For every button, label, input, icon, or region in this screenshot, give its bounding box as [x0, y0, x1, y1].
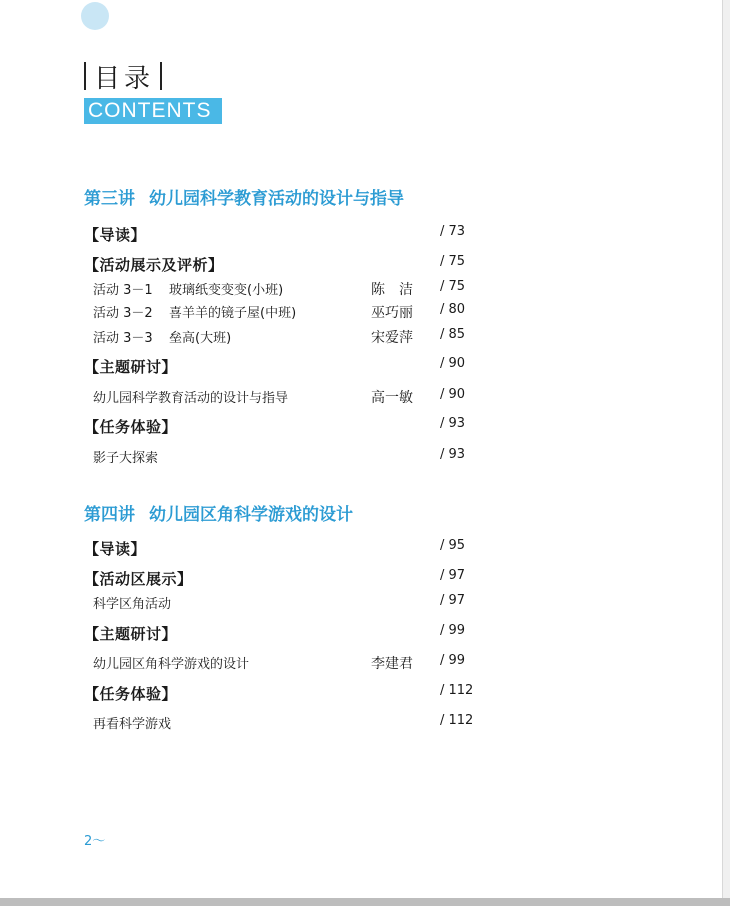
page-ref: / 75 [440, 254, 466, 269]
page-ref: / 97 [440, 593, 466, 608]
page-ref: / 73 [440, 224, 466, 239]
page-title: 目录 [94, 63, 155, 94]
item-title: 再看科学游戏 [93, 717, 172, 732]
section-label: 【导读】 [84, 226, 147, 244]
toc-section-row[interactable] [0, 254, 730, 276]
page-ref: / 112 [440, 683, 474, 698]
page-ref: / 95 [440, 538, 466, 553]
page-ref: / 112 [440, 713, 474, 728]
section-label: 【活动区展示】 [84, 570, 193, 588]
toc-item-row[interactable] [0, 447, 730, 469]
toc-item-row[interactable] [0, 279, 730, 301]
toc-section-row[interactable] [0, 356, 730, 378]
lecture-number: 第四讲 [84, 505, 135, 525]
item-title: 垒高(大班) [169, 331, 232, 346]
page-ref: / 85 [440, 327, 466, 342]
item-title: 玻璃纸变变变(小班) [169, 283, 284, 298]
item-title: 影子大探索 [93, 451, 159, 466]
page-ref: / 80 [440, 302, 466, 317]
toc-section-row[interactable] [0, 568, 730, 590]
item-title: 科学区角活动 [93, 597, 172, 612]
section-label: 【任务体验】 [84, 685, 178, 703]
toc-section-row[interactable] [0, 416, 730, 438]
item-label [93, 302, 296, 321]
lecture-heading [84, 500, 353, 525]
page-ref: / 90 [440, 387, 466, 402]
activity-number: 活动 3－3 [93, 331, 153, 346]
activity-number: 活动 3－2 [93, 306, 153, 321]
toc-item-row[interactable] [0, 653, 730, 675]
item-author: 陈 洁 [371, 282, 413, 298]
toc-section-row[interactable] [0, 538, 730, 560]
toc-heading [84, 58, 162, 94]
heading-bar-right [160, 62, 162, 90]
section-label: 【活动展示及评析】 [84, 256, 224, 274]
toc-item-row[interactable] [0, 302, 730, 324]
page-ref: / 75 [440, 279, 466, 294]
section-label: 【主题研讨】 [84, 358, 178, 376]
lecture-number: 第三讲 [84, 189, 135, 209]
item-author: 宋爱萍 [371, 330, 413, 346]
page-ref: / 93 [440, 447, 466, 462]
item-title: 幼儿园区角科学游戏的设计 [93, 657, 250, 672]
toc-section-row[interactable] [0, 623, 730, 645]
item-label [93, 327, 231, 346]
page-ref: / 99 [440, 653, 466, 668]
item-title: 喜羊羊的镜子屋(中班) [169, 306, 297, 321]
toc-section-row[interactable] [0, 683, 730, 705]
page-ref: / 99 [440, 623, 466, 638]
page-ref: / 93 [440, 416, 466, 431]
lecture-heading [84, 184, 404, 209]
toc-item-row[interactable] [0, 387, 730, 409]
section-label: 【任务体验】 [84, 418, 178, 436]
item-author: 高一敏 [371, 390, 413, 406]
toc-item-row[interactable] [0, 327, 730, 349]
lecture-title: 幼儿园科学教育活动的设计与指导 [149, 189, 404, 209]
activity-number: 活动 3－1 [93, 283, 153, 298]
item-author: 巫巧丽 [371, 305, 413, 321]
page-ref: / 90 [440, 356, 466, 371]
decorative-circle-icon [81, 2, 109, 30]
page-number: 2～ [84, 834, 106, 849]
heading-bar-left [84, 62, 86, 90]
item-author: 李建君 [371, 656, 413, 672]
page-ref: / 97 [440, 568, 466, 583]
section-label: 【导读】 [84, 540, 147, 558]
lecture-title: 幼儿园区角科学游戏的设计 [149, 505, 353, 525]
contents-banner: CONTENTS [84, 98, 222, 124]
toc-section-row[interactable] [0, 224, 730, 246]
section-label: 【主题研讨】 [84, 625, 178, 643]
toc-item-row[interactable] [0, 593, 730, 615]
toc-item-row[interactable] [0, 713, 730, 735]
item-title: 幼儿园科学教育活动的设计与指导 [93, 391, 289, 406]
item-label [93, 279, 283, 298]
page-edge-bottom [0, 898, 730, 906]
